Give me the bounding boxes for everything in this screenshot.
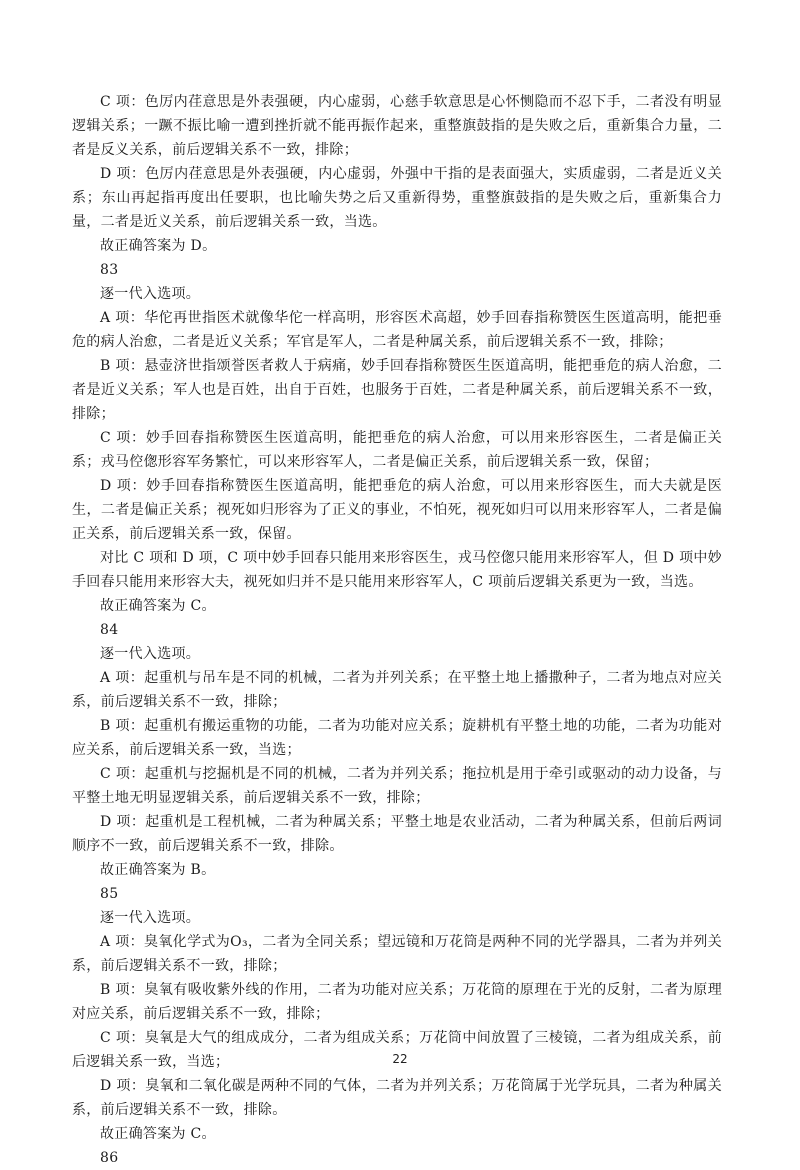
paragraph: D 项：妙手回春指称赞医生医道高明，能把垂危的病人治愈，可以用来形容医生，而大夫就是医生，二者是偏正关系；视死如归形容为了正义的事业，不怕死，视死如归可以用来形容军人，二者是偏正关系，前后逻辑关系一致，保留。 [72,478,722,542]
question-number: 83 [100,262,119,278]
page-number: 22 [392,1052,408,1066]
paragraph: 逐一代入选项。 [100,286,201,302]
paragraph: 对比 C 项和 D 项，C 项中妙手回春只能用来形容医生，戎马倥偬只能用来形容军人，但 D 项中妙手回春只能用来形容大夫，视死如归并不是只能用来形容军人，C 项前后逻辑关系更为一致，当选。 [72,550,722,590]
paragraph: D 项：起重机是工程机械，二者为种属关系；平整土地是农业活动，二者为种属关系，但前后两词顺序不一致，前后逻辑关系不一致，排除。 [72,814,722,854]
question-number: 85 [100,886,119,902]
paragraph: C 项：起重机与挖掘机是不同的机械，二者为并列关系；拖拉机是用于牵引或驱动的动力设备，与平整土地无明显逻辑关系，前后逻辑关系不一致，排除； [72,766,722,806]
paragraph: D 项：色厉内荏意思是外表强硬，内心虚弱，外强中干指的是表面强大，实质虚弱，二者是近义关系；东山再起指再度出任要职，也比喻失势之后又重新得势，重整旗鼓指的是失败之后，重新集合力量，二者是近义关系，前后逻辑关系一致，当选。 [72,166,722,230]
paragraph: C 项：色厉内荏意思是外表强硬，内心虚弱，心慈手软意思是心怀恻隐而不忍下手，二者没有明显逻辑关系；一蹶不振比喻一遭到挫折就不能再振作起来，重整旗鼓指的是失败之后，重新集合力量，二者是反义关系，前后逻辑关系不一致，排除； [72,94,722,158]
question-number: 86 [100,1150,119,1166]
answer-line: 故正确答案为 D。 [100,238,217,254]
paragraph: A 项：臭氧化学式为O₃，二者为全同关系；望远镜和万花筒是两种不同的光学器具，二者为并列关系，前后逻辑关系不一致，排除； [72,934,722,974]
paragraph: C 项：妙手回春指称赞医生医道高明，能把垂危的病人治愈，可以用来形容医生，二者是偏正关系；戎马倥偬形容军务繁忙，可以来形容军人，二者是偏正关系，前后逻辑关系一致，保留； [72,430,722,470]
answer-line: 故正确答案为 B。 [100,862,216,878]
paragraph: D 项：臭氧和二氧化碳是两种不同的气体，二者为并列关系；万花筒属于光学玩具，二者为种属关系，前后逻辑关系不一致，排除。 [72,1078,722,1118]
paragraph: 逐一代入选项。 [100,910,201,926]
paragraph: B 项：悬壶济世指颂誉医者救人于病痛，妙手回春指称赞医生医道高明，能把垂危的病人治愈，二者是近义关系；军人也是百姓，出自于百姓，也服务于百姓，二者是种属关系，前后逻辑关系不一致，排除； [72,358,722,422]
question-number: 84 [100,622,119,638]
answer-line: 故正确答案为 C。 [100,1126,216,1142]
paragraph: B 项：臭氧有吸收紫外线的作用，二者为功能对应关系；万花筒的原理在于光的反射，二者为原理对应关系，前后逻辑关系不一致，排除； [72,982,722,1022]
paragraph: C 项：臭氧是大气的组成成分，二者为组成关系；万花筒中间放置了三棱镜，二者为组成关系，前后逻辑关系一致，当选； [72,1030,722,1070]
paragraph: 逐一代入选项。 [100,646,201,662]
answer-line: 故正确答案为 C。 [100,598,216,614]
paragraph: A 项：华佗再世指医术就像华佗一样高明，形容医术高超，妙手回春指称赞医生医道高明，能把垂危的病人治愈，二者是近义关系；军官是军人，二者是种属关系，前后逻辑关系不一致，排除； [72,310,722,350]
paragraph: A 项：起重机与吊车是不同的机械，二者为并列关系；在平整土地上播撒种子，二者为地点对应关系，前后逻辑关系不一致，排除； [72,670,722,710]
paragraph: B 项：起重机有搬运重物的功能，二者为功能对应关系；旋耕机有平整土地的功能，二者为功能对应关系，前后逻辑关系一致，当选； [72,718,722,758]
document-body [72,90,722,1170]
